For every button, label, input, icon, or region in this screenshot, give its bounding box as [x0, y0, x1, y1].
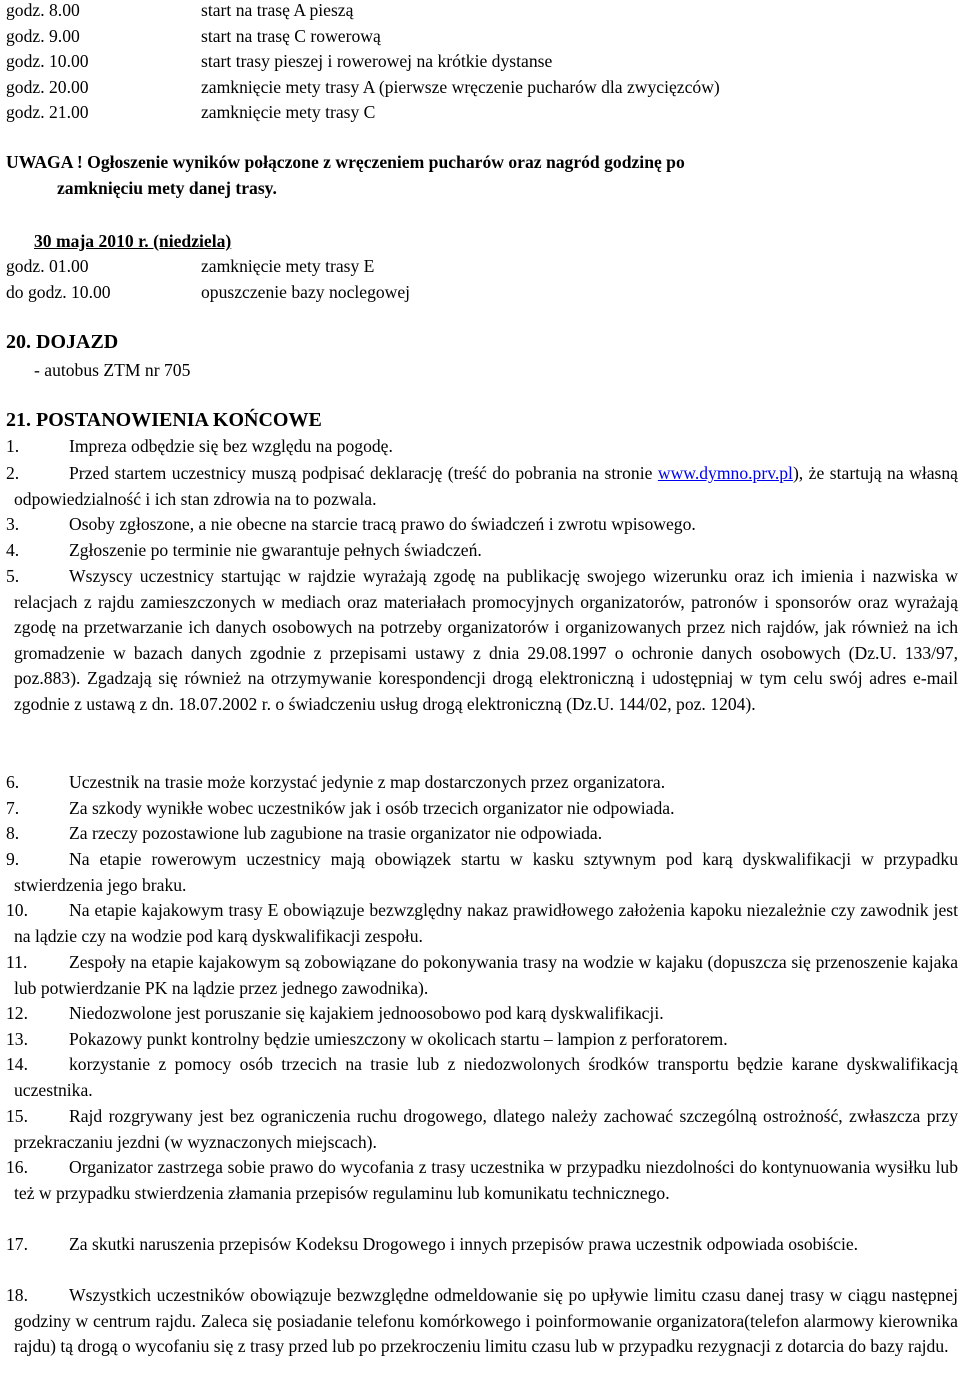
item-number: 16. [6, 1157, 28, 1177]
schedule-desc: zamknięcie mety trasy E [201, 256, 375, 276]
item-text: Na etapie rowerowym uczestnicy mają obowiązek startu w kasku sztywnym pod karą dyskwalifikacji w przypadku stwierdzenia jego braku. [14, 849, 958, 895]
item-text: Organizator zastrzega sobie prawo do wycofania z trasy uczestnika w przypadku niezdolności do kontynuowania wysiłku lub też w przypadku stwierdzenia złamania przepisów regulaminu lub komunikatu technicznego. [14, 1157, 958, 1203]
list-item [6, 1232, 958, 1258]
item-text: korzystanie z pomocy osób trzecich na trasie lub z niedozwolonych środków transportu będzie karane dyskwalifikacją uczestnika. [14, 1054, 958, 1100]
schedule-time: godz. 01.00 [6, 256, 89, 276]
item-number: 15. [6, 1106, 28, 1126]
item-number: 9. [6, 849, 20, 869]
schedule-desc: zamknięcie mety trasy A (pierwsze wręczenie pucharów dla zwycięzców) [201, 76, 720, 97]
schedule-desc: start na trasę C rowerową [201, 25, 381, 46]
item-number: 2. [6, 463, 20, 483]
notice-line: zamknięciu mety danej trasy. [57, 178, 277, 198]
item-text: Pokazowy punkt kontrolny będzie umieszczony w okolicach startu – lampion z perforatorem. [69, 1029, 728, 1049]
list-item [6, 821, 958, 847]
schedule-desc: zamknięcie mety trasy C [201, 102, 376, 122]
list-item [6, 1052, 958, 1103]
item-number: 6. [6, 772, 20, 792]
schedule-desc: start na trasę A pieszą [201, 0, 354, 20]
list-item [6, 796, 958, 822]
list-item [6, 461, 958, 512]
list-item [6, 1155, 958, 1206]
list-item [6, 1283, 958, 1360]
item-text [14, 461, 958, 512]
item-number: 12. [6, 1003, 28, 1023]
item-text: Na etapie kajakowym trasy E obowiązuje bezwzględny nakaz prawidłowego założenia kapoku niezależnie czy zawodnik jest na lądzie czy na wodzie pod karą dyskwalifikacji zespołu. [14, 900, 958, 946]
list-item [6, 538, 958, 564]
schedule-time: godz. 20.00 [6, 76, 89, 97]
item-number: 18. [6, 1285, 28, 1305]
item-number: 17. [6, 1234, 28, 1254]
list-item [6, 1104, 958, 1155]
item-text: Rajd rozgrywany jest bez ograniczenia ruchu drogowego, dlatego należy zachować szczególną ostrożność, zwłaszcza przy przekraczaniu jezdni (w wyznaczonych miejscach). [14, 1106, 958, 1152]
list-item [6, 847, 958, 898]
list-item [6, 770, 958, 796]
item-number: 4. [6, 540, 20, 560]
schedule-time: godz. 21.00 [6, 102, 89, 122]
item-number: 5. [6, 566, 20, 586]
list-item [6, 512, 958, 538]
schedule-time: godz. 8.00 [6, 0, 80, 20]
list-item [6, 564, 958, 718]
item-number: 1. [6, 436, 20, 456]
website-link[interactable]: www.dymno.prv.pl [657, 463, 793, 483]
schedule-desc: opuszczenie bazy noclegowej [201, 281, 411, 302]
item-number: 13. [6, 1029, 28, 1049]
item-text: Impreza odbędzie się bez względu na pogodę. [69, 436, 393, 456]
item-text: Osoby zgłoszone, a nie obecne na starcie tracą prawo do świadczeń i zwrotu wpisowego. [69, 514, 696, 534]
item-text: Za skutki naruszenia przepisów Kodeksu Drogowego i innych przepisów prawa uczestnik odpowiada osobiście. [69, 1234, 859, 1254]
item-text: Zgłoszenie po terminie nie gwarantuje pełnych świadczeń. [69, 540, 482, 560]
list-item [6, 1001, 958, 1027]
list-item [6, 898, 958, 949]
item-text: Zespoły na etapie kajakowym są zobowiązane do pokonywania trasy na wodzie w kajaku (dopuszcza się przenoszenie kajaka lub potwierdzanie PK na lądzie przez jednego zawodnika). [14, 952, 958, 998]
list-item [6, 1027, 958, 1053]
section-title: 21. POSTANOWIENIA KOŃCOWE [6, 409, 322, 431]
schedule-time: do godz. 10.00 [6, 281, 111, 302]
item-number: 10. [6, 900, 28, 920]
item-text: Za szkody wynikłe wobec uczestników jak i osób trzecich organizator nie odpowiada. [69, 798, 675, 818]
schedule-time: godz. 10.00 [6, 51, 89, 71]
section-title: 20. DOJAZD [6, 331, 119, 353]
schedule-desc: start trasy pieszej i rowerowej na krótkie dystanse [201, 51, 553, 71]
item-text-part: ), że startują na własną odpowiedzialność i ich stan zdrowia na to pozwala. [14, 463, 958, 509]
date-heading: 30 maja 2010 r. (niedziela) [34, 231, 232, 251]
schedule-time: godz. 9.00 [6, 25, 80, 46]
item-number: 8. [6, 823, 20, 843]
item-text: Wszyscy uczestnicy startując w rajdzie wyrażają zgodę na publikację swojego wizerunku oraz ich imienia i nazwiska w relacjach z rajdu zamieszczonych w mediach oraz materiałach promocyjnych organizatorów, patronów i sponsorów oraz wyrażają zgodę na przetwarzanie ich danych osobowych na potrzeby organizatorów i organizowanych przez nich rajdów, jak również na ich gromadzenie w bazach danych zgodnie z przepisami ustawy z dnia 29.08.1997 o ochronie danych osobowych (Dz.U. 133/97, poz.883). Zgadzają się również na otrzymywanie korespondencji drogą elektroniczną i udostępniaj w tym celu swój adres e-mail zgodnie z ustawą z dn. 18.07.2002 r. o świadczeniu usług drogą elektroniczną (Dz.U. 144/02, poz. 1204). [14, 566, 958, 714]
item-number: 3. [6, 514, 20, 534]
item-text: Za rzeczy pozostawione lub zagubione na trasie organizator nie odpowiada. [69, 823, 603, 843]
list-item [6, 950, 958, 1001]
item-text-part: Przed startem uczestnicy muszą podpisać deklarację (treść do pobrania na stronie [69, 463, 658, 483]
item-text: Uczestnik na trasie może korzystać jedynie z map dostarczonych przez organizatora. [69, 772, 666, 792]
item-text: Wszystkich uczestników obowiązuje bezwzględne odmeldowanie się po upływie limitu czasu danej trasy w ciągu następnej godziny w centrum rajdu. Zaleca się posiadanie telefonu komórkowego i poinformowanie organizatora(telefon alarmowy kierownika rajdu) tą drogą o wycofaniu się z trasy przed lub po przekroczeniu limitu czasu lub w przypadku rezygnacji z dotarcia do bazy rajdu. [14, 1285, 958, 1357]
list-item: - autobus ZTM nr 705 [34, 360, 191, 380]
item-text: Niedozwolone jest poruszanie się kajakiem jednoosobowo pod karą dyskwalifikacji. [69, 1003, 664, 1023]
list-item [6, 434, 958, 460]
item-number: 11. [6, 952, 28, 972]
item-number: 14. [6, 1054, 28, 1074]
item-number: 7. [6, 798, 20, 818]
notice-line: UWAGA ! Ogłoszenie wyników połączone z wręczeniem pucharów oraz nagród godzinę po [6, 152, 685, 172]
